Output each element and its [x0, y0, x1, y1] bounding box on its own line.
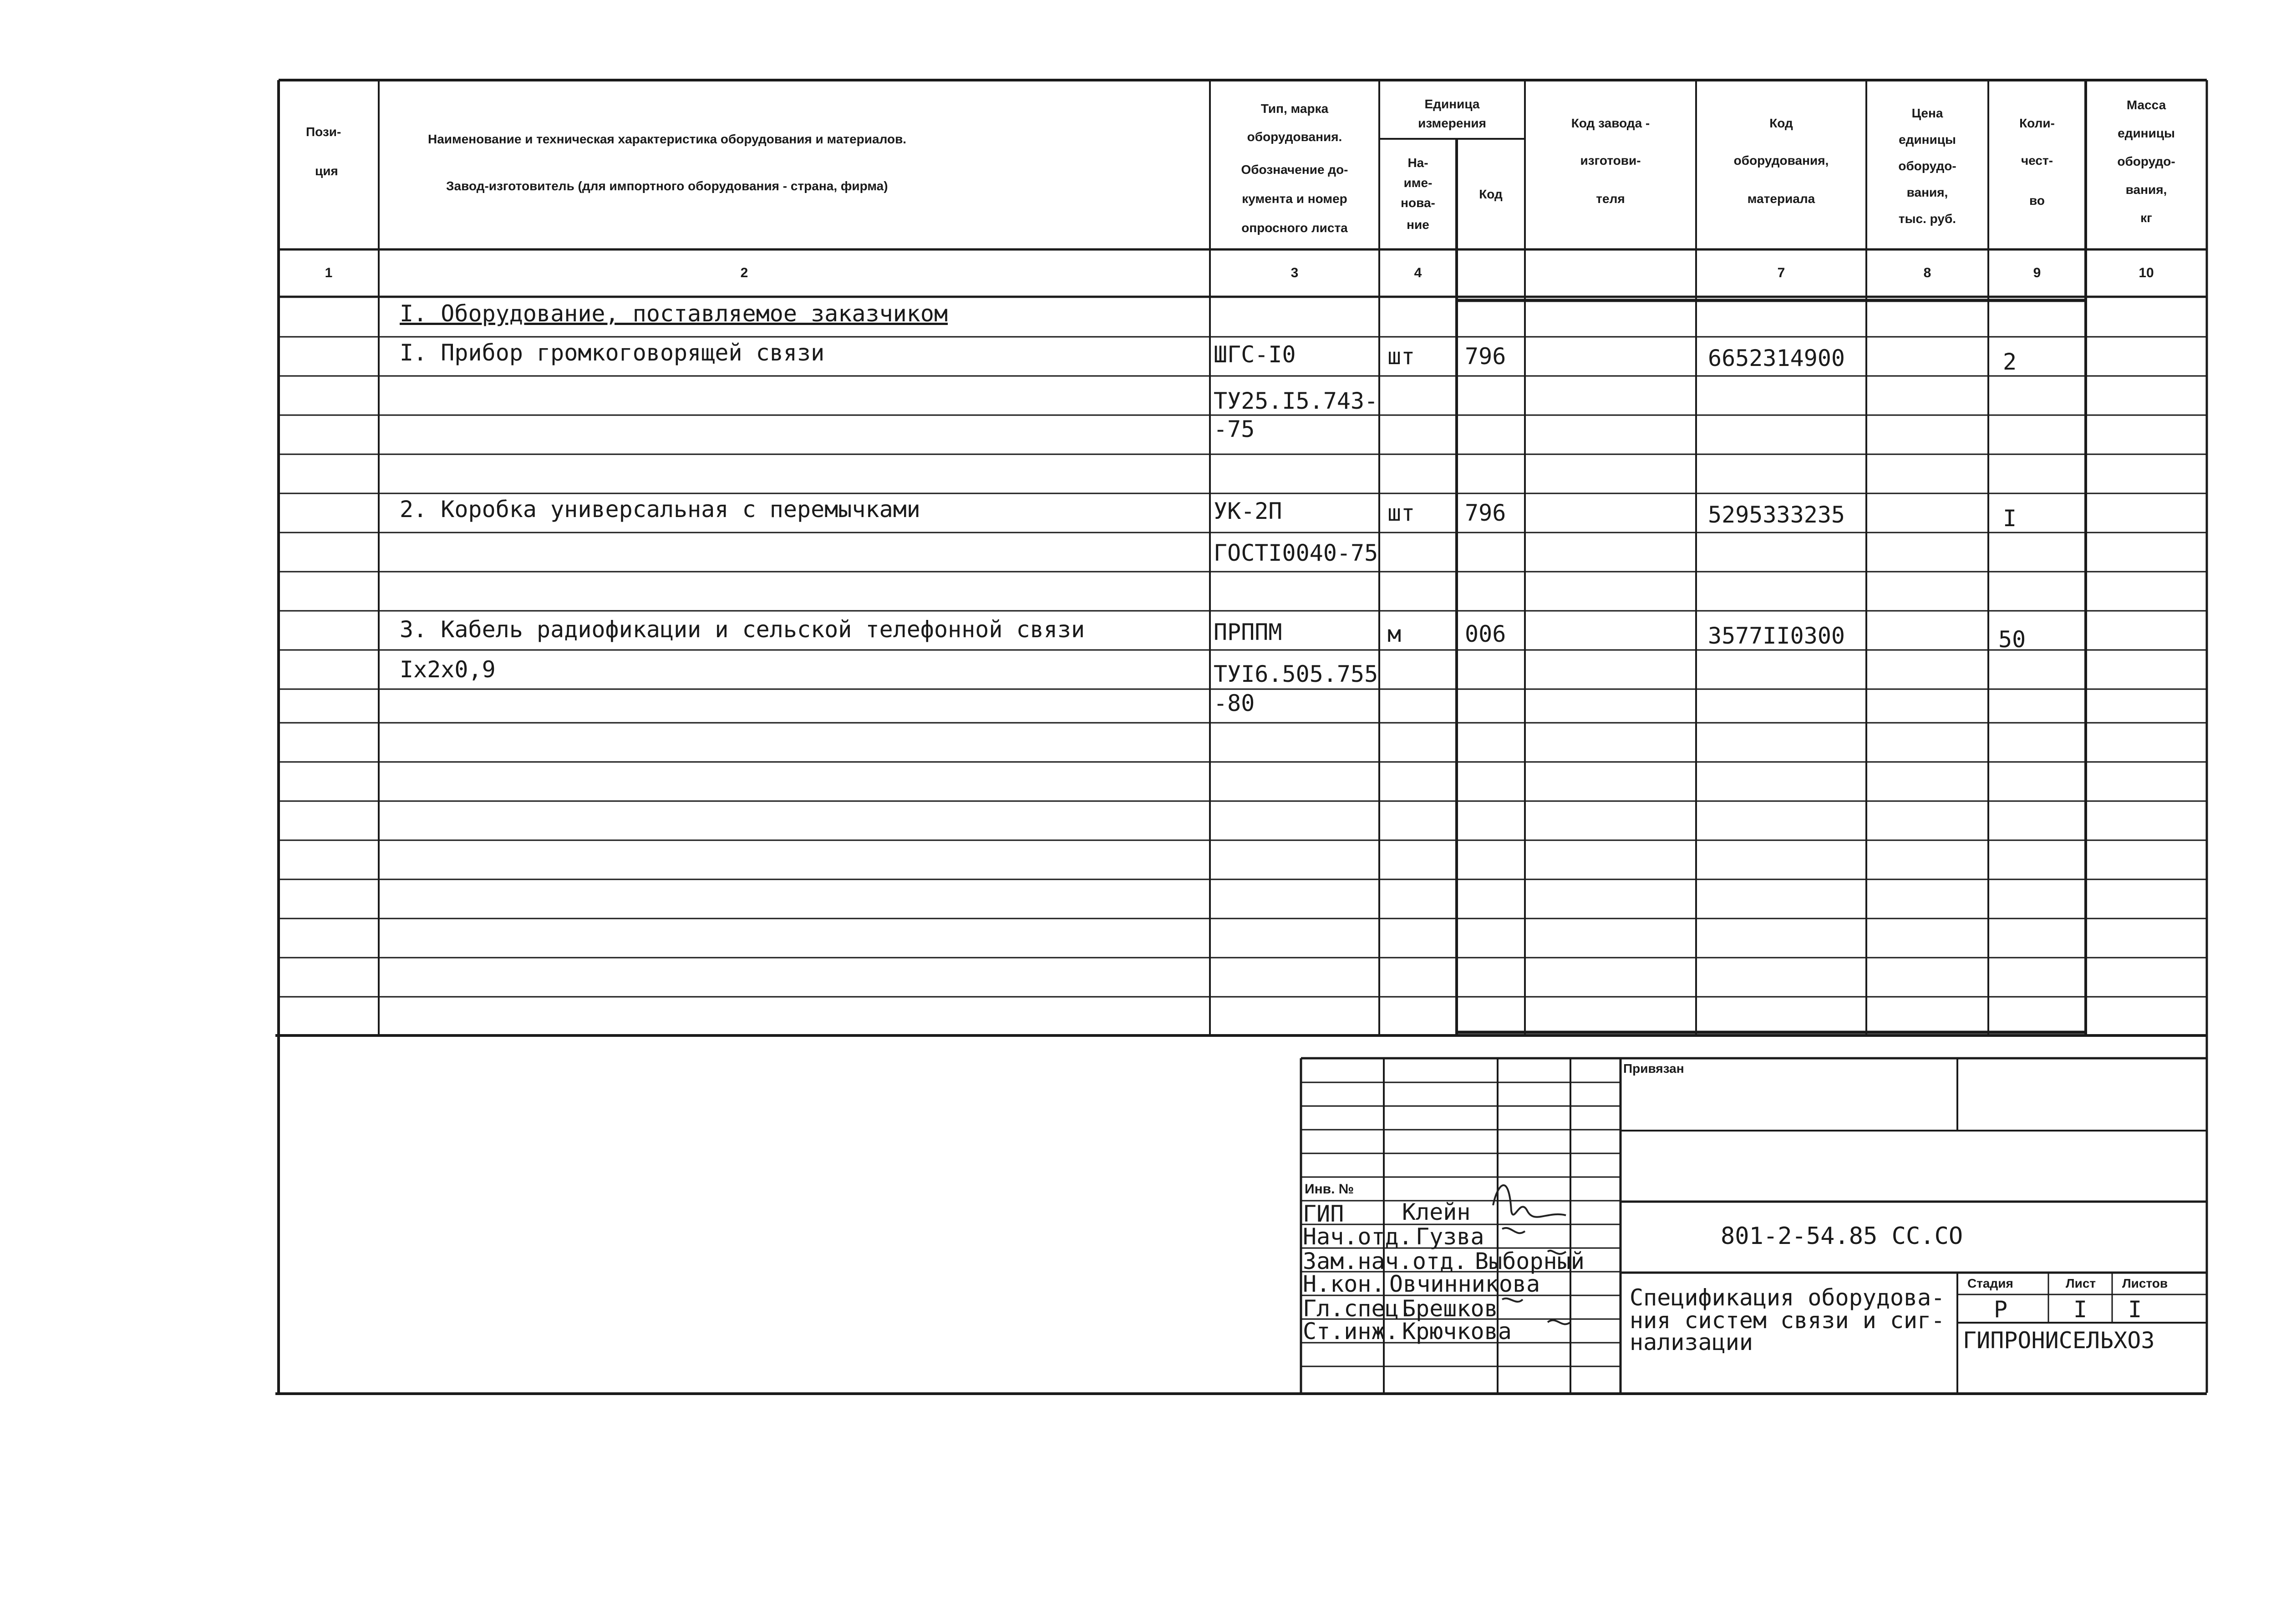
document-title-line3: нализации [1630, 1329, 1753, 1355]
header-col5-line2: изготови- [1580, 153, 1641, 167]
bound-label: Привязан [1623, 1061, 1684, 1076]
header-col1-line2: ция [315, 164, 338, 178]
header-col7-line4: вания, [1906, 185, 1948, 199]
header-col4a-line3: нова- [1401, 196, 1435, 210]
item-qty: 50 [1998, 626, 2026, 653]
header-col9-line2: единицы [2118, 126, 2175, 140]
column-number: 2 [740, 265, 748, 280]
column-number: 10 [2139, 265, 2154, 280]
item-qty: 2 [2003, 349, 2017, 375]
column-number: 7 [1777, 265, 1785, 280]
staff-role: Ст.инж. [1303, 1318, 1399, 1345]
document-code: 801-2-54.85 СС.СО [1721, 1223, 1963, 1250]
staff-role: Гл.спец. [1303, 1295, 1412, 1322]
header-col7-line5: тыс. руб. [1898, 212, 1956, 226]
item-doc: -80 [1214, 690, 1255, 716]
item-unit-code: 796 [1465, 500, 1506, 526]
header-col2-line2: Завод-изготовитель (для импортного оборудования - страна, фирма) [446, 179, 888, 193]
header-unit-group-line1: Единица [1424, 97, 1480, 111]
sheet-value: I [2073, 1296, 2088, 1323]
item-name: 3. Кабель радиофикации и сельской телефонной связи [400, 616, 1085, 643]
column-number: 4 [1414, 265, 1422, 280]
staff-role: Н.кон. [1303, 1271, 1385, 1297]
item-unit-code: 796 [1465, 343, 1506, 370]
column-number: 3 [1290, 265, 1299, 280]
header-col6-line3: материала [1747, 192, 1815, 206]
item-code: 6652314900 [1708, 345, 1845, 371]
header-unit-group-line2: измерения [1418, 116, 1486, 130]
header-col3-line3: Обозначение до- [1241, 162, 1348, 177]
header-col8-line3: во [2029, 193, 2045, 208]
header-col4b: Код [1479, 187, 1503, 201]
document-title-line2: ния систем связи и сиг- [1630, 1307, 1945, 1334]
sheets-label: Листов [2122, 1276, 2168, 1290]
item-qty: I [2003, 505, 2017, 532]
item-doc: ТУI6.505.755 [1214, 661, 1378, 687]
header-col7-line3: оборудо- [1898, 159, 1956, 173]
header-col6-line2: оборудования, [1733, 153, 1829, 167]
stage-label: Стадия [1967, 1276, 2013, 1290]
item-name: 2. Коробка универсальная с перемычками [400, 496, 920, 523]
sheet-label: Лист [2066, 1276, 2096, 1290]
header-col5-line3: теля [1596, 192, 1625, 206]
header-col2-line1: Наименование и техническая характеристика оборудования и материалов. [428, 132, 907, 146]
header-col7-line2: единицы [1899, 132, 1956, 147]
item-name-continued: Iх2х0,9 [400, 656, 496, 683]
header-col7-line1: Цена [1911, 106, 1943, 120]
item-name: I. Прибор громкоговорящей связи [400, 340, 825, 366]
item-code: 5295333235 [1708, 502, 1845, 528]
staff-name: Выборный [1475, 1248, 1585, 1274]
stage-value: Р [1994, 1296, 2008, 1323]
sheets-value: I [2128, 1296, 2142, 1323]
header-col4a-line4: ние [1407, 218, 1429, 232]
item-type: ШГС-I0 [1214, 341, 1296, 368]
item-doc: ГОСТI0040-75 [1214, 540, 1378, 566]
staff-role: ГИП [1303, 1201, 1344, 1227]
header-col4a-line2: име- [1403, 176, 1433, 190]
inv-number-label: Инв. № [1305, 1182, 1354, 1197]
item-unit: шт [1387, 343, 1415, 370]
header-col3-line1: Тип, марка [1260, 102, 1329, 116]
header-col9-line4: вания, [2125, 183, 2167, 197]
header-col3-line5: опросного листа [1241, 221, 1348, 235]
header-col9-line3: оборудо- [2117, 154, 2175, 168]
item-type: ПРППМ [1214, 619, 1282, 645]
item-code: 3577II0300 [1708, 623, 1845, 649]
header-col8-line2: чест- [2021, 153, 2053, 167]
staff-name: Гузва [1416, 1223, 1484, 1250]
header-col5-line1: Код завода - [1571, 116, 1650, 130]
header-col4a-line1: На- [1407, 156, 1428, 170]
header-col3-line2: оборудования. [1247, 130, 1342, 144]
document-title-line1: Спецификация оборудова- [1630, 1284, 1945, 1311]
staff-name: Крючкова [1402, 1318, 1512, 1345]
header-col3-line4: кумента и номер [1242, 192, 1347, 206]
item-unit-code: 006 [1465, 621, 1506, 647]
item-doc: -75 [1214, 416, 1255, 442]
staff-role: Зам.нач.отд. [1303, 1248, 1468, 1274]
item-doc: ТУ25.I5.743- [1214, 388, 1378, 414]
column-number: 9 [2033, 265, 2041, 280]
column-number: 1 [325, 265, 333, 280]
section-title: I. Оборудование, поставляемое заказчиком [400, 300, 948, 327]
item-unit: м [1387, 621, 1402, 647]
column-number: 8 [1923, 265, 1931, 280]
staff-name: Клейн [1402, 1199, 1471, 1225]
header-col6-line1: Код [1769, 116, 1793, 130]
header-col1-line1: Пози- [306, 125, 341, 139]
header-col8-line1: Коли- [2019, 116, 2055, 130]
staff-name: Овчинникова [1389, 1271, 1540, 1297]
item-type: УК-2П [1214, 498, 1282, 524]
header-col9-line5: кг [2140, 211, 2152, 225]
organization-name: ГИПРОНИСЕЛЬХОЗ [1963, 1327, 2155, 1354]
item-unit: шт [1387, 500, 1415, 526]
header-col9-line1: Масса [2126, 98, 2166, 112]
staff-role: Нач.отд. [1303, 1223, 1412, 1250]
staff-name: Брешков [1402, 1295, 1498, 1322]
